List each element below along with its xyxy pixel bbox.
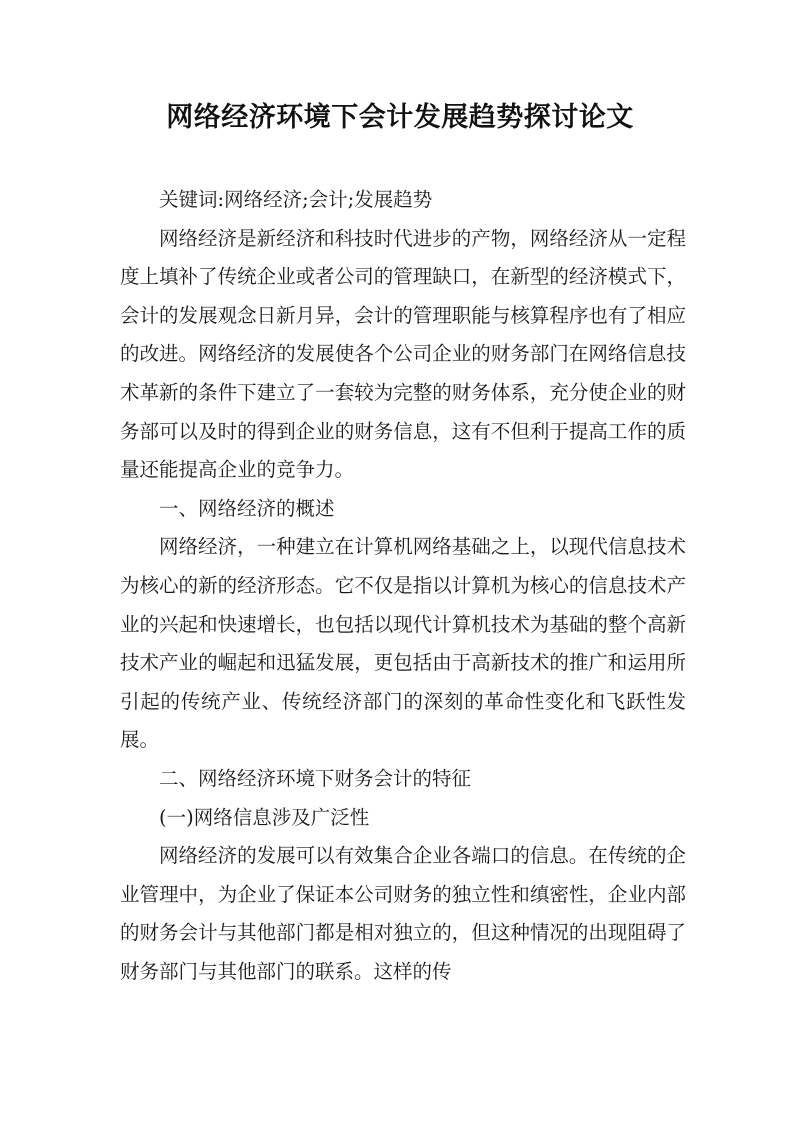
section-heading-1: 一、网络经济的概述 <box>159 496 335 520</box>
paragraph-intro: 网络经济是新经济和科技时代进步的产物，网络经济从一定程度上填补了传统企业或者公司的管理缺口，在新型的经济模式下，会计的发展观念日新月异，会计的管理职能与核算程序也有了相应的改进。网络经济的发展使各个公司企业的财务部门在网络信息技术革新的条件下建立了一套较为完整的财务体系，充分使企业的财务部可以及时的得到企业的财务信息，这有不但利于提高工作的质量还能提高企业的竞争力。 <box>120 226 686 482</box>
section-heading-2: 二、网络经济环境下财务会计的特征 <box>159 766 472 790</box>
document-body <box>120 181 686 991</box>
keywords-line: 关键词:网络经济;会计;发展趋势 <box>159 188 433 211</box>
document-title: 网络经济环境下会计发展趋势探讨论文 <box>166 102 634 133</box>
paragraph-overview: 网络经济，一种建立在计算机网络基础之上，以现代信息技术为核心的新的经济形态。它不仅是指以计算机为核心的信息技术产业的兴起和快速增长，也包括以现代计算机技术为基础的整个高新技术产业的崛起和迅猛发展，更包括由于高新技术的推广和运用所引起的传统产业、传统经济部门的深刻的革命性变化和飞跃性发展。 <box>120 535 686 752</box>
subsection-heading-1: (一)网络信息涉及广泛性 <box>159 805 370 829</box>
paragraph-information: 网络经济的发展可以有效集合企业各端口的信息。在传统的企业管理中，为企业了保证本公司财务的独立性和缜密性，企业内部的财务会计与其他部门都是相对独立的，但这种情况的出现阻碍了财务部门与其他部门的联系。这样的传 <box>120 844 686 983</box>
